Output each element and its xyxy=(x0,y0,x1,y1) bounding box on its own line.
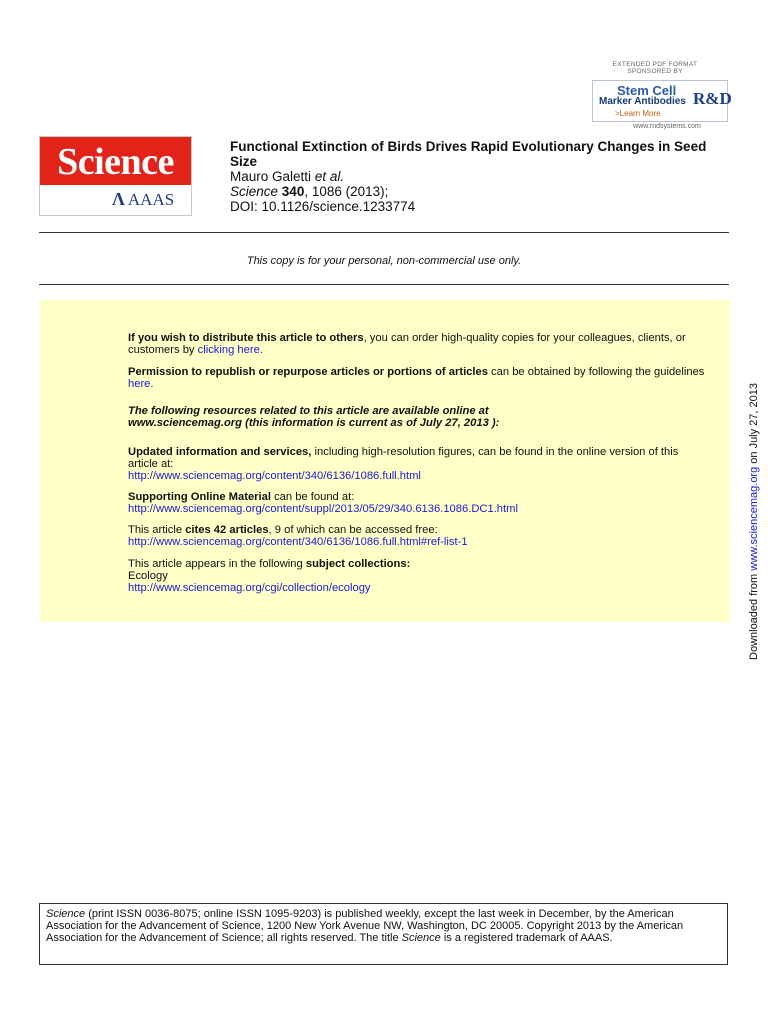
cites-block xyxy=(128,524,708,548)
science-logo xyxy=(39,136,192,216)
cites-text: , 9 of which can be accessed free: xyxy=(268,524,438,536)
ad-subline: Marker Antibodies xyxy=(599,96,686,107)
download-note xyxy=(748,383,760,660)
article-citation xyxy=(230,184,730,199)
sponsor-url[interactable]: www.rndsystems.com xyxy=(633,123,701,130)
supporting-text: can be found at: xyxy=(270,491,355,503)
ad-learn-more-link[interactable]: >Learn More xyxy=(615,109,661,118)
citation-journal: Science xyxy=(230,184,279,199)
distribute-block xyxy=(128,332,708,356)
citation-volume: 340 xyxy=(281,184,305,199)
download-date: on July 27, 2013 xyxy=(748,382,760,467)
rd-systems-logo: R&D xyxy=(693,89,732,108)
copyright-footer xyxy=(39,903,728,965)
resources-line-2: www.sciencemag.org (this information is current as of July 27, 2013 ): xyxy=(128,417,500,429)
permission-block xyxy=(128,366,708,390)
personal-use-notice: This copy is for your personal, non-commercial use only. xyxy=(246,255,522,267)
aaas-mark-icon: Λ xyxy=(112,189,125,209)
article-author-suffix: et al. xyxy=(314,169,345,184)
divider-top xyxy=(39,232,729,233)
references-link[interactable]: http://www.sciencemag.org/content/340/6136/1086.full.html#ref-list-1 xyxy=(128,536,468,548)
supporting-block xyxy=(128,491,708,515)
updated-block xyxy=(128,446,708,482)
footer-text-2: is a registered trademark of AAAS. xyxy=(440,932,613,944)
permission-here-link[interactable]: here. xyxy=(128,378,154,390)
article-doi: DOI: 10.1126/science.1233774 xyxy=(230,199,416,214)
cites-count: cites 42 articles xyxy=(185,524,269,536)
collections-block xyxy=(128,558,708,594)
updated-text: including high-resolution figures, can be found in the online version of this article at: xyxy=(128,446,679,470)
distribute-heading: If you wish to distribute this article to others xyxy=(128,332,364,344)
sponsor-caption xyxy=(600,61,710,75)
ad-headline: Stem Cell xyxy=(617,83,677,98)
sponsor-line-1: EXTENDED PDF FORMAT xyxy=(612,61,698,68)
collections-prefix: This article appears in the following xyxy=(128,558,306,570)
footer-journal: Science xyxy=(46,908,86,920)
footer-journal-2: Science xyxy=(401,932,441,944)
sponsor-line-2: SPONSORED BY xyxy=(627,68,683,75)
sciencemag-link[interactable]: www.sciencemag.org xyxy=(748,466,760,571)
aaas-text: AAAS xyxy=(127,190,175,209)
resources-line-1: The following resources related to this article are available online at xyxy=(128,405,489,417)
footer-text-1: (print ISSN 0036-8075; online ISSN 1095-9203) is published weekly, except the last week in December, by the American Association for the Advancement of Science, 1200 New York Avenue NW, Washington, DC 20005. Copyright 2013 by the American Association for the Advancement of Science; all rights reserved. The title xyxy=(46,908,684,944)
article-header xyxy=(230,139,730,214)
ecology-collection-link[interactable]: http://www.sciencemag.org/cgi/collection/ecology xyxy=(128,582,371,594)
collection-name: Ecology xyxy=(128,570,168,582)
aaas-logo xyxy=(112,189,174,210)
permission-heading: Permission to republish or repurpose articles or portions of articles xyxy=(128,366,488,378)
cites-prefix: This article xyxy=(128,524,186,536)
logo-wordmark: Science xyxy=(57,141,174,183)
full-text-link[interactable]: http://www.sciencemag.org/content/340/6136/1086.full.html xyxy=(128,470,421,482)
article-author-line xyxy=(230,169,730,184)
supplement-link[interactable]: http://www.sciencemag.org/content/suppl/2013/05/29/340.6136.1086.DC1.html xyxy=(128,503,518,515)
resources-block xyxy=(128,405,708,429)
sponsor-ad[interactable] xyxy=(592,80,732,122)
distribute-text: , you can order high-quality copies for your colleagues, clients, or customers by xyxy=(128,332,686,356)
permission-text: can be obtained by following the guidelines xyxy=(487,366,705,378)
divider-bottom xyxy=(39,284,729,285)
citation-pages-year: , 1086 (2013); xyxy=(304,184,389,199)
collections-heading: subject collections: xyxy=(305,558,411,570)
updated-heading: Updated information and services, xyxy=(128,446,312,458)
supporting-heading: Supporting Online Material xyxy=(128,491,271,503)
download-prefix: Downloaded from xyxy=(748,570,760,660)
article-title: Functional Extinction of Birds Drives Rapid Evolutionary Changes in Seed Size xyxy=(230,139,707,169)
article-author: Mauro Galetti xyxy=(230,169,312,184)
clicking-here-link[interactable]: clicking here. xyxy=(197,344,263,356)
